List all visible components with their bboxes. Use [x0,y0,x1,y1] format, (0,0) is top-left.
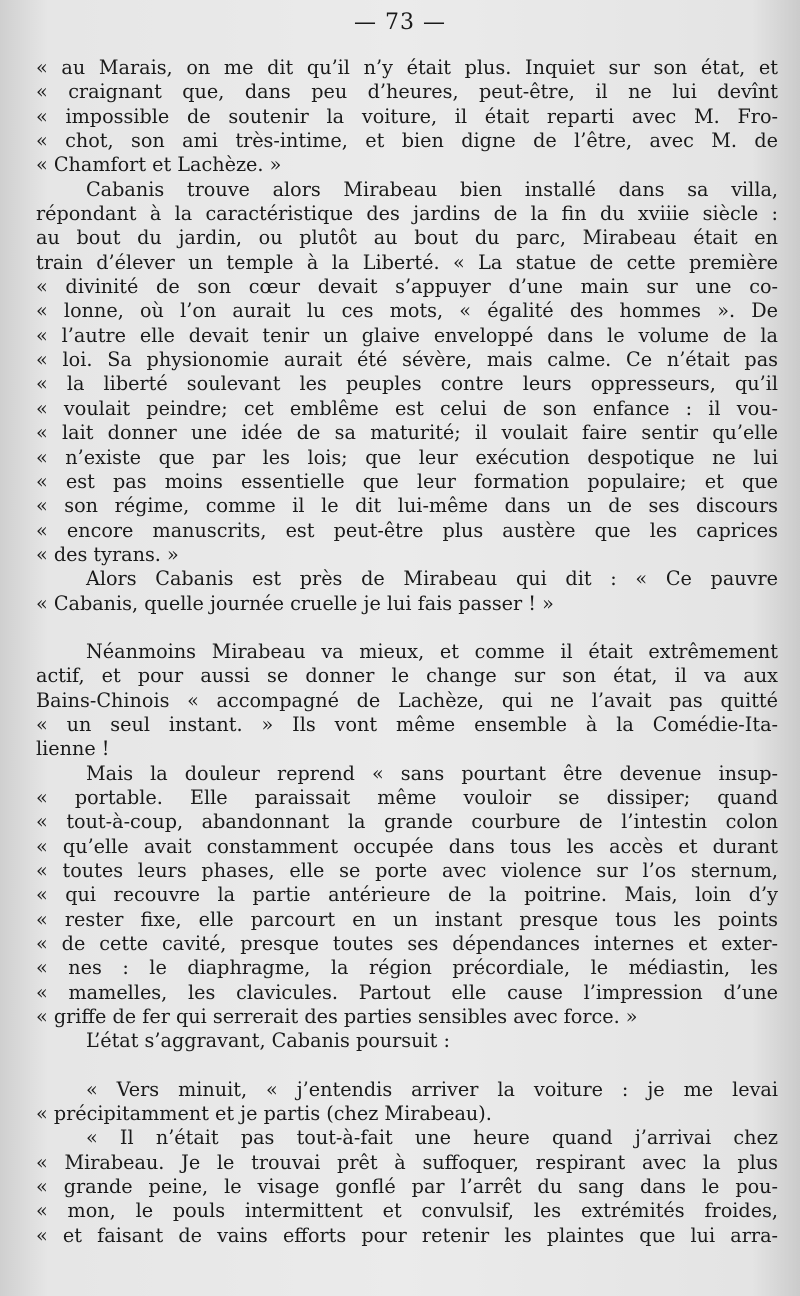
text-line: « et faisant de vains efforts pour retenir les plaintes que lui arra- [36,1223,778,1247]
text-line: actif, et pour aussi se donner le change sur son état, il va aux [36,664,778,688]
text-line: « précipitamment et je partis (chez Mirabeau). [36,1102,492,1126]
text-line: « loi. Sa physionomie aurait été sévère, mais calme. Ce n’était pas [36,348,778,372]
text-line: train d’élever un temple à la Liberté. « La statue de cette première [36,250,778,274]
text-line: « grande peine, le visage gonflé par l’arrêt du sang dans le pou- [36,1175,778,1199]
text-line: « Cabanis, quelle journée cruelle je lui fais passer ! » [36,591,554,615]
text-line: « mon, le pouls intermittent et convulsif, les extrémités froides, [36,1199,778,1223]
text-line: « au Marais, on me dit qu’il n’y était plus. Inquiet sur son état, et [36,56,778,79]
text-line: « l’autre elle devait tenir un glaive enveloppé dans le volume de la [36,323,778,347]
body-text [36,56,778,1248]
text-line: « qui recouvre la partie antérieure de la poitrine. Mais, loin d’y [36,883,778,907]
text-line: « n’existe que par les lois; que leur exécution despotique ne lui [36,445,778,469]
text-line: « toutes leurs phases, elle se porte avec violence sur l’os sternum, [36,859,778,882]
paragraph-gap [36,1054,778,1078]
text-line: « Mirabeau. Je le trouvai prêt à suffoquer, respirant avec la plus [36,1150,778,1174]
text-line: au bout du jardin, ou plutôt au bout du parc, Mirabeau était en [36,226,778,250]
text-line: « impossible de soutenir la voiture, il était reparti avec M. Fro- [36,104,778,128]
text-line: Mais la douleur reprend « sans pourtant être devenue insup- [86,761,778,785]
text-line: « Vers minuit, « j’entendis arriver la voiture : je me levai [86,1077,778,1101]
text-line: « Chamfort et Lachèze. » [36,153,282,177]
text-line: répondant à la caractéristique des jardins de la fin du xviiie siècle : [36,202,778,226]
text-line: « des tyrans. » [36,542,179,566]
text-line: « rester fixe, elle parcourt en un instant presque tous les points [36,907,778,931]
text-line: « son régime, comme il le dit lui-même dans un de ses discours [36,494,778,518]
text-line: « encore manuscrits, est peut-être plus austère que les caprices [36,518,778,542]
text-line: « griffe de fer qui serrerait des parties sensibles avec force. » [36,1005,638,1029]
text-line: Cabanis trouve alors Mirabeau bien installé dans sa villa, [86,177,778,201]
text-line: L’état s’aggravant, Cabanis poursuit : [86,1029,450,1053]
text-line: « nes : le diaphragme, la région précordiale, le médiastin, les [36,956,778,980]
text-line: « Il n’était pas tout-à-fait une heure quand j’arrivai chez [86,1126,778,1150]
text-line: « tout-à-coup, abandonnant la grande courbure de l’intestin colon [36,810,778,834]
text-line: Néanmoins Mirabeau va mieux, et comme il était extrêmement [86,639,778,663]
text-line: « qu’elle avait constamment occupée dans tous les accès et durant [36,834,778,858]
text-line: « voulait peindre; cet emblême est celui de son enfance : il vou- [36,396,778,420]
text-line: « la liberté soulevant les peuples contre leurs oppresseurs, qu’il [36,372,778,396]
text-line: « lait donner une idée de sa maturité; il voulait faire sentir qu’elle [36,421,778,445]
paragraph-gap [36,616,778,640]
text-line: « un seul instant. » Ils vont même ensemble à la Comédie-Ita- [36,712,778,736]
text-line: « portable. Elle paraissait même vouloir se dissiper; quand [36,785,778,809]
text-line: Alors Cabanis est près de Mirabeau qui dit : « Ce pauvre [86,567,778,591]
text-line: « lonne, où l’on aurait lu ces mots, « égalité des hommes ». De [36,299,778,323]
text-line: lienne ! [36,737,110,761]
text-line: « chot, son ami très-intime, et bien digne de l’être, avec M. de [36,129,778,153]
text-line: « est pas moins essentielle que leur formation populaire; et que [36,469,778,493]
text-line: « divinité de son cœur devait s’appuyer d’une main sur une co- [36,275,778,299]
text-line: Bains-Chinois « accompagné de Lachèze, qui ne l’avait pas quitté [36,688,778,712]
text-line: « craignant que, dans peu d’heures, peut-être, il ne lui devînt [36,80,778,104]
text-line: « mamelles, les clavicules. Partout elle cause l’impression d’une [36,980,778,1004]
page-number: — 73 — [354,10,446,35]
text-line: « de cette cavité, presque toutes ses dépendances internes et exter- [36,932,778,956]
